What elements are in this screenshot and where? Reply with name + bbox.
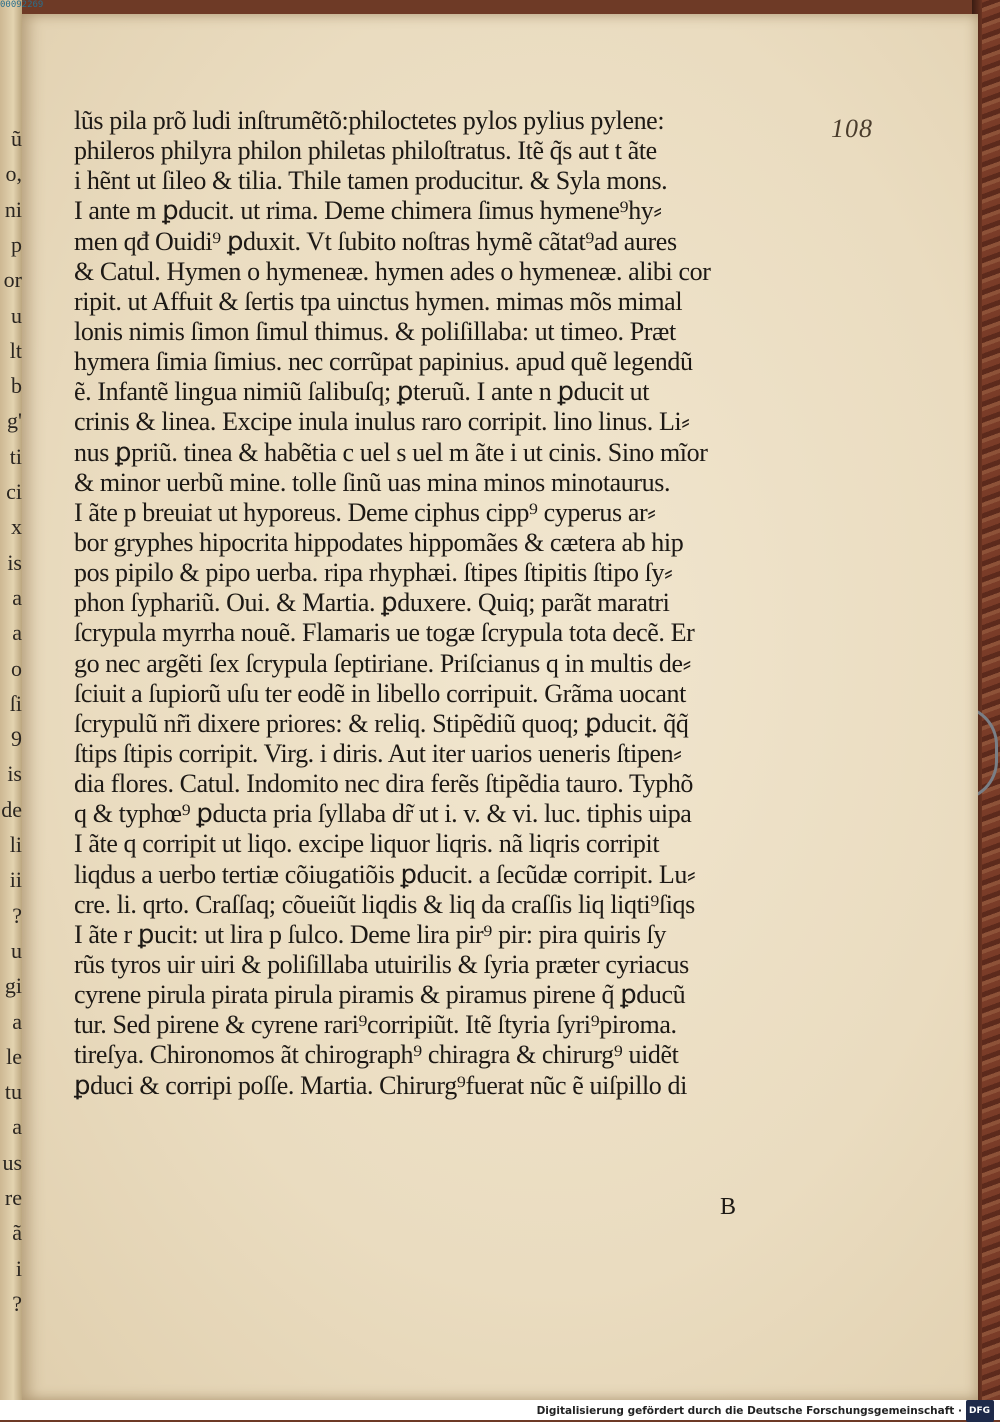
prev-page-fragment: or xyxy=(3,267,22,293)
text-line: dia flores. Catul. Indomito nec dira ferẽs ſtipẽdia tauro. Typhõ xyxy=(74,769,694,799)
prev-page-fragment: u xyxy=(11,937,22,963)
text-line: I ãte p breuiat ut hyporeus. Deme ciphus cipp⁹ cyperus ar⸗ xyxy=(74,497,656,527)
text-line: cre. li. qrto. Craſſaq; cõueiũt liqdis & liq da craſſis liq liqti⁹ſiqs xyxy=(74,889,695,919)
signature-mark: B xyxy=(720,1194,737,1220)
text-block xyxy=(74,106,804,1101)
prev-page-fragment: a xyxy=(12,620,22,646)
prev-page-fragment: lt xyxy=(9,337,22,363)
text-line: & Catul. Hymen o hymeneæ. hymen ades o hymeneæ. alibi cor xyxy=(74,256,711,286)
prev-page-fragment: o xyxy=(11,655,22,681)
text-line: q & typhœ⁹ ꝑducta pria ſyllaba dr̃ ut i. v. & vi. luc. tiphis uipa xyxy=(74,799,692,829)
text-line: go nec argẽti ſex ſcrypula ſeptiriane. Priſcianus q in multis de⸗ xyxy=(74,648,691,678)
text-line: I ante m ꝑducit. ut rima. Deme chimera ſimus hymene⁹hy⸗ xyxy=(74,196,662,226)
prev-page-fragment: u xyxy=(11,302,22,328)
prev-page-fragment: gi xyxy=(4,973,22,999)
prev-page-fragment: is xyxy=(7,549,22,575)
dfg-logo: DFG xyxy=(966,1400,994,1422)
prev-page-fragment: ni xyxy=(4,196,22,222)
text-line: I ãte r ꝑucit: ut lira p ſulco. Deme lira pir⁹ pir: pira quiris ſy xyxy=(74,919,666,949)
text-line: ſtips ſtipis corripit. Virg. i diris. Aut iter uarios ueneris ſtipen⸗ xyxy=(74,738,682,768)
text-line: lonis nimis ſimon ſimul thimus. & poliſillaba: ut timeo. Præt xyxy=(74,316,676,346)
footer-bar xyxy=(0,1400,1000,1420)
prev-page-fragment: o, xyxy=(5,161,22,187)
prev-page-fragment: i xyxy=(15,1255,22,1281)
text-line: nus ꝑpriũ. tinea & habẽtia c uel s uel m ãte i ut cinis. Sino mĩor xyxy=(74,437,708,467)
footer-credit: Digitalisierung gefördert durch die Deutsche Forschungsgemeinschaft · xyxy=(536,1405,962,1417)
prev-page-fragment: a xyxy=(12,584,22,610)
prev-page-fragment: ? xyxy=(12,1290,22,1316)
text-line: & minor uerbũ mine. tolle ſinũ uas mina minos minotaurus. xyxy=(74,467,671,497)
text-line: ẽ. Infantẽ lingua nimiũ ſalibuſq; ꝑteruũ. I ante n ꝑducit ut xyxy=(74,377,650,407)
prev-page-fragment: is xyxy=(7,761,22,787)
prev-page-fragment: ũ xyxy=(11,126,22,151)
prev-page-fragment: ã xyxy=(12,1220,22,1246)
text-line: ſcrypula myrrha nouẽ. Flamaris ue togæ ſcrypula tota decẽ. Er xyxy=(74,618,695,648)
prev-page-fragment: x xyxy=(11,514,22,540)
prev-page-fragment: li xyxy=(9,832,22,857)
text-line: phon ſyphariũ. Oui. & Martia. ꝑduxere. Quiq; parãt maratri xyxy=(74,588,670,618)
text-line: rũs tyros uir uiri & poliſillaba utuirilis & ſyria præter cyriacus xyxy=(74,949,689,979)
prev-page-fragment: p xyxy=(11,231,22,257)
prev-page-fragment: us xyxy=(2,1149,22,1175)
text-line: cyrene pirula pirata pirula piramis & piramus pirene q̃ ꝑducũ xyxy=(74,980,686,1010)
text-line: pos pipilo & pipo uerba. ripa rhyphæi. ſtipes ſtipitis ſtipo ſy⸗ xyxy=(74,558,673,588)
prev-page-fragment: de xyxy=(1,796,22,822)
prev-page-fragment: 9 xyxy=(11,726,22,752)
text-line: i hẽnt ut ſileo & tilia. Thile tamen producitur. & Syla mons. xyxy=(74,166,668,196)
text-line: tur. Sed pirene & cyrene rari⁹corripiũt. Itẽ ſtyria ſyri⁹piroma. xyxy=(74,1010,677,1040)
text-line: bor gryphes hipocrita hippodates hippomães & cætera ab hip xyxy=(74,527,684,557)
prev-page-fragment: a xyxy=(12,1008,22,1034)
text-line: ꝑduci & corripi poſſe. Martia. Chirurg⁹fuerat nũc ẽ uiſpillo di xyxy=(74,1070,687,1100)
text-line: hymera ſimia ſimius. nec corrũpat papinius. apud quẽ legendũ xyxy=(74,347,693,377)
text-line: ſciuit a ſupiorũ uſu ter eodẽ in libello corripuit. Grãma uocant xyxy=(74,678,686,708)
folio-number: 108 xyxy=(831,114,873,143)
text-line: I ãte q corripit ut liqo. excipe liquor liqris. nã liqris corripit xyxy=(74,829,660,859)
text-line: ripit. ut Affuit & ſertis tpa uinctus hymen. mimas mõs mimal xyxy=(74,286,683,316)
previous-page-edge xyxy=(0,0,44,1400)
text-line: men qđ Ouidi⁹ ꝑduxit. Vt ſubito noſtras hymẽ cãtat⁹ad aures xyxy=(74,226,677,256)
text-line: lũs pila prõ ludi inſtrumẽtõ:philoctetes pylos pylius pylene: xyxy=(74,106,665,135)
prev-page-fragment: g' xyxy=(7,408,22,434)
prev-page-fragment: ſi xyxy=(9,690,22,716)
text-line: liqdus a uerbo tertiæ cõiugatiõis ꝑducit. a ſecũdæ corripit. Lu⸗ xyxy=(74,859,696,889)
text-line: crinis & linea. Excipe inula inulus raro corripit. lino linus. Li⸗ xyxy=(74,407,690,437)
book-page xyxy=(22,14,978,1400)
text-line: phileros philyra philon philetas philoſtratus. Itẽ q̃s aut t ãte xyxy=(74,136,657,166)
shelfmark-top: 00092269 xyxy=(0,0,44,10)
prev-page-fragment: ? xyxy=(12,902,22,928)
prev-page-fragment: ci xyxy=(6,479,22,504)
prev-page-fragment: b xyxy=(11,373,22,399)
prev-page-fragment: re xyxy=(4,1185,22,1210)
prev-page-fragment: le xyxy=(6,1043,22,1069)
prev-page-fragment: tu xyxy=(4,1079,22,1105)
prev-page-fragment: a xyxy=(12,1114,22,1140)
prev-page-fragment: ii xyxy=(9,867,22,893)
text-line: ſcrypulũ nr̃i dixere priores: & reliq. Stipẽdiũ quoq; ꝑducit. q̃q̃ xyxy=(74,708,689,738)
text-line: tireſya. Chironomos ãt chirograph⁹ chiragra & chirurg⁹ uidẽt xyxy=(74,1040,679,1070)
prev-page-fragment: ti xyxy=(9,443,22,469)
